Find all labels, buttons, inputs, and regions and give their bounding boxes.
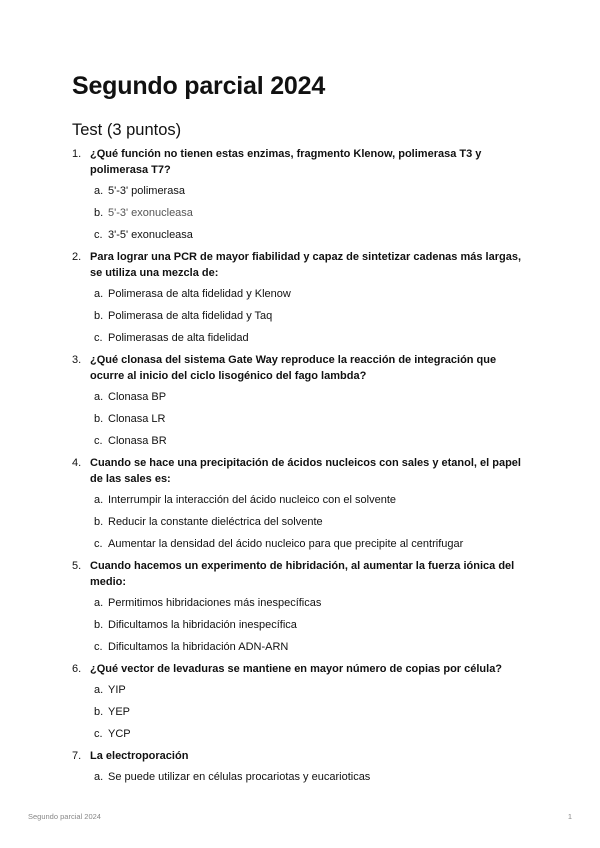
answer-option [94, 617, 532, 633]
option-letter: b. [94, 413, 104, 425]
answer-option [94, 183, 532, 199]
question-number: 1. [72, 148, 82, 160]
option-letter: b. [94, 516, 104, 528]
question-text: Para lograr una PCR de mayor fiabilidad y capaz de sintetizar cadenas más largas, se utiliza una mezcla de: [90, 251, 521, 279]
option-text: Dificultamos la hibridación inespecífica [108, 619, 297, 631]
question-text: Cuando hacemos un experimento de hibridación, al aumentar la fuerza iónica del medio: [90, 560, 515, 588]
answer-option [94, 330, 532, 346]
option-letter: c. [94, 641, 103, 653]
question-row [72, 249, 532, 281]
option-list [72, 389, 532, 449]
question-number: 6. [72, 663, 82, 675]
option-text: Clonasa BR [108, 435, 167, 447]
question-item [72, 455, 532, 552]
option-text: Permitimos hibridaciones más inespecíficas [108, 597, 322, 609]
option-letter: a. [94, 185, 104, 197]
option-list [72, 595, 532, 655]
answer-option [94, 726, 532, 742]
option-letter: c. [94, 332, 103, 344]
answer-option [94, 639, 532, 655]
option-text: 5'-3' exonucleasa [108, 207, 193, 219]
option-text: 5'-3' polimerasa [108, 185, 185, 197]
answer-option [94, 682, 532, 698]
section-title: Test (3 puntos) [72, 121, 182, 139]
option-text: Reducir la constante dieléctrica del solvente [108, 516, 323, 528]
question-row [72, 748, 532, 764]
answer-option [94, 433, 532, 449]
answer-option [94, 227, 532, 243]
option-letter: c. [94, 728, 103, 740]
question-item [72, 352, 532, 449]
option-text: YCP [108, 728, 131, 740]
question-number: 5. [72, 560, 82, 572]
question-text: ¿Qué función no tienen estas enzimas, fragmento Klenow, polimerasa T3 y polimerasa T7? [90, 148, 482, 176]
question-list [72, 146, 532, 791]
option-letter: b. [94, 310, 104, 322]
question-number: 2. [72, 251, 82, 263]
option-text: Polimerasa de alta fidelidad y Taq [108, 310, 273, 322]
option-letter: b. [94, 706, 104, 718]
option-text: YEP [108, 706, 131, 718]
option-list [72, 769, 532, 785]
option-letter: b. [94, 207, 104, 219]
option-letter: a. [94, 597, 104, 609]
question-row [72, 661, 532, 677]
option-letter: a. [94, 494, 104, 506]
answer-option [94, 514, 532, 530]
answer-option [94, 308, 532, 324]
option-letter: a. [94, 684, 104, 696]
option-text: Polimerasas de alta fidelidad [108, 332, 249, 344]
option-text: Interrumpir la interacción del ácido nucleico con el solvente [108, 494, 396, 506]
question-number: 4. [72, 457, 82, 469]
option-text: Aumentar la densidad del ácido nucleico para que precipite al centrifugar [108, 538, 464, 550]
option-list [72, 286, 532, 346]
question-item [72, 146, 532, 243]
question-item [72, 748, 532, 785]
question-text: Cuando se hace una precipitación de ácidos nucleicos con sales y etanol, el papel de las sales es: [90, 457, 521, 485]
option-letter: a. [94, 288, 104, 300]
page-number: 1 [567, 812, 572, 821]
option-letter: b. [94, 619, 104, 631]
option-letter: c. [94, 538, 103, 550]
option-letter: c. [94, 229, 103, 241]
answer-option [94, 769, 532, 785]
answer-option [94, 536, 532, 552]
question-text: La electroporación [90, 750, 189, 762]
option-text: 3'-5' exonucleasa [108, 229, 193, 241]
question-item [72, 661, 532, 742]
question-text: ¿Qué clonasa del sistema Gate Way reproduce la reacción de integración que ocurre al inicio del ciclo lisogénico del fago lambda? [90, 354, 497, 382]
question-row [72, 455, 532, 487]
option-text: Clonasa LR [108, 413, 166, 425]
option-text: Dificultamos la hibridación ADN-ARN [108, 641, 289, 653]
option-text: YIP [108, 684, 126, 696]
option-text: Polimerasa de alta fidelidad y Klenow [108, 288, 291, 300]
option-text: Clonasa BP [108, 391, 167, 403]
answer-option [94, 492, 532, 508]
question-number: 7. [72, 750, 82, 762]
question-number: 3. [72, 354, 82, 366]
option-letter: a. [94, 391, 104, 403]
option-letter: c. [94, 435, 103, 447]
option-list [72, 492, 532, 552]
question-item [72, 249, 532, 346]
question-row [72, 352, 532, 384]
page-title: Segundo parcial 2024 [72, 72, 326, 100]
question-row [72, 146, 532, 178]
answer-option [94, 411, 532, 427]
option-list [72, 682, 532, 742]
answer-option [94, 595, 532, 611]
option-letter: a. [94, 771, 104, 783]
option-text: Se puede utilizar en células procariotas y eucarioticas [108, 771, 371, 783]
footer-title: Segundo parcial 2024 [28, 812, 101, 821]
answer-option [94, 704, 532, 720]
question-text: ¿Qué vector de levaduras se mantiene en mayor número de copias por célula? [90, 663, 503, 675]
option-list [72, 183, 532, 243]
answer-option [94, 205, 532, 221]
question-row [72, 558, 532, 590]
answer-option [94, 389, 532, 405]
answer-option [94, 286, 532, 302]
question-item [72, 558, 532, 655]
